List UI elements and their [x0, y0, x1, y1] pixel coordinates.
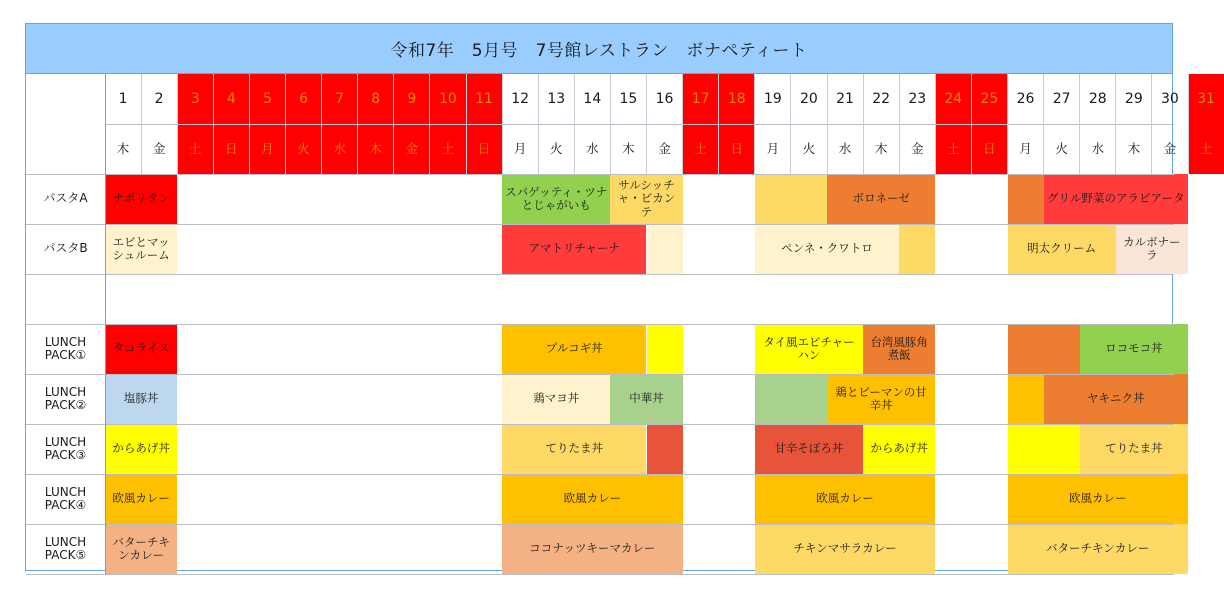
menu-item-block	[647, 424, 683, 474]
weekday-cell: 火	[802, 140, 816, 156]
weekday-cell: 木	[874, 140, 888, 156]
date-cell: 11	[466, 74, 502, 124]
grid-hline	[26, 224, 1174, 225]
weekday-cell: 日	[466, 124, 502, 174]
date-cell: 6	[286, 74, 322, 124]
day-divider	[177, 74, 178, 174]
weekday-cell: 土	[430, 124, 466, 174]
day-divider	[213, 74, 214, 174]
menu-item-block: 中華丼	[610, 374, 682, 424]
menu-item-block	[755, 174, 827, 224]
day-divider	[646, 74, 647, 174]
date-cell: 20	[800, 90, 818, 107]
menu-item-block: 塩豚丼	[105, 374, 177, 424]
menu-item-block: ヤキニク丼	[1044, 374, 1188, 424]
date-cell: 26	[1016, 90, 1035, 107]
menu-item-block	[755, 374, 827, 424]
row-label	[26, 274, 105, 324]
menu-item-block: 台湾風豚角煮飯	[863, 324, 935, 374]
weekday-cell: 日	[971, 124, 1007, 174]
row-label: パスタB	[43, 241, 88, 256]
grid-hline	[26, 374, 1174, 375]
day-divider	[718, 74, 719, 174]
day-divider	[827, 74, 828, 174]
day-divider	[141, 74, 142, 174]
menu-calendar	[25, 23, 1215, 571]
date-cell: 9	[394, 74, 430, 124]
date-cell: 25	[971, 74, 1007, 124]
weekday-cell: 月	[766, 140, 780, 156]
menu-item-block: グリル野菜のアラビアータ	[1044, 174, 1188, 224]
weekday-cell: 木	[358, 124, 394, 174]
menu-item-block: カルボナーラ	[1116, 224, 1188, 274]
day-divider	[1115, 74, 1116, 174]
day-divider	[285, 74, 286, 174]
date-cell: 29	[1124, 90, 1143, 107]
date-cell: 15	[619, 90, 638, 107]
weekday-cell: 日	[213, 124, 249, 174]
date-cell: 12	[511, 90, 530, 107]
day-divider	[754, 74, 755, 174]
row-label: LUNCH PACK④	[44, 484, 87, 512]
grid-hline	[26, 424, 1174, 425]
day-divider	[610, 74, 611, 174]
weekday-cell: 土	[683, 124, 719, 174]
weekday-cell: 月	[249, 124, 285, 174]
weekday-cell: 水	[1091, 140, 1104, 156]
day-divider	[357, 74, 358, 174]
grid-hline	[26, 174, 1174, 175]
label-divider	[105, 74, 106, 574]
date-cell: 8	[358, 74, 394, 124]
calendar-title: 令和7年 5月号 7号館レストラン ボナペティート	[26, 24, 1172, 74]
menu-item-block	[1008, 324, 1080, 374]
day-divider	[1043, 74, 1044, 174]
day-divider	[935, 74, 936, 174]
menu-item-block	[1008, 374, 1044, 424]
date-cell: 14	[583, 90, 602, 107]
date-cell: 16	[655, 90, 674, 107]
weekday-cell: 土	[1188, 124, 1224, 174]
date-cell: 18	[719, 74, 755, 124]
menu-item-block: プルコギ丼	[502, 324, 646, 374]
weekday-cell: 木	[116, 140, 130, 156]
date-cell: 31	[1188, 74, 1224, 124]
menu-item-block: エビとマッシュルーム	[105, 224, 177, 274]
menu-item-block	[1008, 424, 1080, 474]
date-cell: 2	[154, 90, 164, 107]
day-divider	[502, 74, 503, 174]
day-divider	[393, 74, 394, 174]
row-label: LUNCH PACK⑤	[44, 534, 87, 562]
weekday-cell: 金	[152, 140, 166, 156]
weekday-cell: 木	[1127, 140, 1141, 156]
menu-item-block: ペンネ・クワトロ	[755, 224, 899, 274]
menu-item-block: 鶏マヨ丼	[502, 374, 610, 424]
weekday-cell: 木	[622, 140, 635, 156]
date-cell: 28	[1088, 90, 1107, 107]
menu-item-block: 欧風カレー	[502, 474, 683, 524]
grid-hline	[26, 574, 1174, 575]
day-divider	[682, 74, 683, 174]
menu-item-block	[647, 324, 683, 374]
weekday-cell: 水	[586, 140, 599, 156]
menu-item-block: アマトリチャーナ	[502, 224, 646, 274]
weekday-cell: 火	[1055, 140, 1068, 156]
menu-item-block: 欧風カレー	[1008, 474, 1189, 524]
menu-item-block: スパゲッティ・ツナとじゃがいも	[502, 174, 610, 224]
grid-hline	[105, 124, 1174, 125]
row-label: LUNCH PACK③	[44, 434, 87, 462]
day-divider	[1151, 74, 1152, 174]
date-cell: 23	[908, 90, 927, 107]
day-divider	[429, 74, 430, 174]
menu-item-block	[647, 224, 683, 274]
menu-item-block: ココナッツキーマカレー	[502, 524, 683, 574]
weekday-cell: 土	[935, 124, 971, 174]
day-divider	[249, 74, 250, 174]
weekday-cell: 金	[910, 140, 924, 156]
weekday-cell: 日	[719, 124, 755, 174]
day-divider	[466, 74, 467, 174]
menu-item-block: てりたま丼	[1080, 424, 1188, 474]
date-cell: 27	[1052, 90, 1071, 107]
date-cell: 24	[935, 74, 971, 124]
row-label: LUNCH PACK①	[44, 334, 87, 362]
grid-hline	[26, 324, 1174, 325]
grid-hline	[26, 274, 1174, 275]
menu-item-block	[1008, 174, 1044, 224]
menu-item-block: タコライス	[105, 324, 177, 374]
row-label: パスタA	[43, 191, 88, 206]
menu-item-block: ロコモコ丼	[1080, 324, 1188, 374]
menu-item-block: ナポリタン	[105, 174, 177, 224]
date-cell: 1	[118, 90, 128, 107]
weekday-cell: 月	[1019, 140, 1032, 156]
weekday-cell: 金	[394, 124, 430, 174]
menu-item-block: ボロネーゼ	[827, 174, 935, 224]
weekday-cell: 月	[513, 140, 527, 156]
day-divider	[538, 74, 539, 174]
menu-item-block: 欧風カレー	[105, 474, 177, 524]
menu-item-block: 甘辛そぼろ丼	[755, 424, 863, 474]
day-divider	[1007, 74, 1008, 174]
row-label: LUNCH PACK②	[44, 384, 87, 412]
day-divider	[1079, 74, 1080, 174]
day-divider	[790, 74, 791, 174]
date-cell: 30	[1161, 90, 1179, 107]
weekday-cell: 金	[658, 140, 671, 156]
grid-hline	[26, 474, 1174, 475]
menu-item-block: てりたま丼	[502, 424, 646, 474]
menu-item-block: タイ風エビチャーハン	[755, 324, 863, 374]
menu-item-block	[899, 224, 935, 274]
menu-item-block: からあげ丼	[863, 424, 935, 474]
weekday-cell: 水	[322, 124, 358, 174]
weekday-cell: 水	[838, 140, 852, 156]
date-cell: 10	[430, 74, 466, 124]
menu-item-block: からあげ丼	[105, 424, 177, 474]
menu-item-block: バターチキンカレー	[1008, 524, 1189, 574]
date-cell: 13	[547, 90, 566, 107]
weekday-cell: 土	[177, 124, 213, 174]
weekday-cell: 火	[549, 140, 563, 156]
weekday-cell: 金	[1163, 140, 1177, 156]
day-divider	[574, 74, 575, 174]
date-cell: 7	[322, 74, 358, 124]
menu-item-block: 鶏とピーマンの甘辛丼	[827, 374, 935, 424]
grid-hline	[26, 524, 1174, 525]
date-cell: 4	[213, 74, 249, 124]
day-divider	[863, 74, 864, 174]
date-cell: 21	[836, 90, 854, 107]
day-divider	[971, 74, 972, 174]
menu-item-block: バターチキンカレー	[105, 524, 177, 574]
date-cell: 17	[683, 74, 719, 124]
menu-item-block: サルシッチャ・ビカンテ	[610, 174, 682, 224]
date-cell: 5	[249, 74, 285, 124]
menu-item-block: 明太クリーム	[1008, 224, 1116, 274]
weekday-cell: 火	[286, 124, 322, 174]
day-divider	[1188, 74, 1189, 174]
day-divider	[321, 74, 322, 174]
date-cell: 3	[177, 74, 213, 124]
menu-item-block: チキンマサラカレー	[755, 524, 936, 574]
date-cell: 19	[763, 90, 782, 107]
date-cell: 22	[872, 90, 891, 107]
day-divider	[899, 74, 900, 174]
menu-item-block: 欧風カレー	[755, 474, 936, 524]
